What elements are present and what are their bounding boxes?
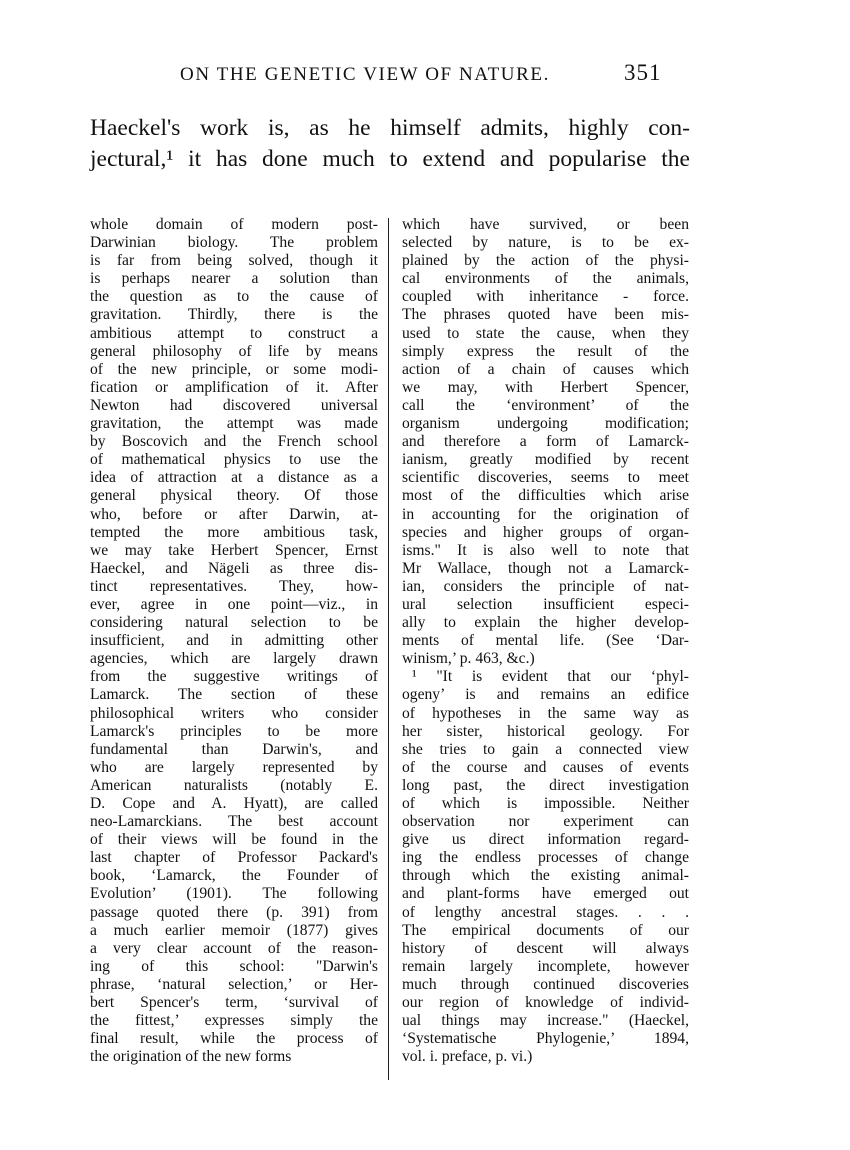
footnote-line: tinct representatives. They, how- — [90, 577, 378, 595]
footnote-line: Newton had discovered universal — [90, 396, 378, 414]
footnote-line: used to state the cause, when they — [402, 324, 689, 342]
footnote-line: bert Spencer's term, ‘survival of — [90, 994, 378, 1012]
footnote-line: considering natural selection to be — [90, 614, 378, 632]
footnote-line: ever, agree in one point—viz., in — [90, 595, 378, 613]
footnote-line: observation nor experiment can — [402, 813, 689, 831]
footnote-line: tempted the more ambitious task, — [90, 523, 378, 541]
footnote-line: Darwinian biology. The problem — [90, 234, 378, 252]
footnote-line: the fittest,’ expresses simply the — [90, 1012, 378, 1030]
footnote-line: ogeny’ is and remains an edifice — [402, 686, 689, 704]
footnote-line: ambitious attempt to construct a — [90, 324, 378, 342]
footnote-line: gravitation. Thirdly, there is the — [90, 306, 378, 324]
footnote-line: The empirical documents of our — [402, 921, 689, 939]
footnote-column-left — [90, 216, 378, 1066]
footnote-line: of their views will be found in the — [90, 831, 378, 849]
footnote-line: call the ‘environment’ of the — [402, 396, 689, 414]
footnote-line: in accounting for the origination of — [402, 505, 689, 523]
footnote-line: cal environments of the animals, — [402, 270, 689, 288]
body-paragraph — [90, 113, 690, 175]
footnote-line: of the new principle, or some modi- — [90, 360, 378, 378]
footnote-line: much through continued discoveries — [402, 975, 689, 993]
footnote-line: ing the endless processes of change — [402, 849, 689, 867]
footnote-line: ¹ "It is evident that our ‘phyl- — [412, 668, 689, 686]
footnote-line: and plant-forms have emerged out — [402, 885, 689, 903]
footnote-line: Evolution’ (1901). The following — [90, 885, 378, 903]
footnote-line: we may take Herbert Spencer, Ernst — [90, 541, 378, 559]
footnote-line: the question as to the cause of — [90, 288, 378, 306]
footnote-line: scientific discoveries, seems to meet — [402, 469, 689, 487]
footnote-line: vol. i. preface, p. vi.) — [402, 1048, 533, 1066]
footnote-line: simply express the result of the — [402, 342, 689, 360]
footnote-line: she tries to gain a connected view — [402, 740, 689, 758]
footnote-line: species and higher groups of organ- — [402, 523, 689, 541]
footnote-column-right — [402, 216, 689, 1066]
footnote-line: we may, with Herbert Spencer, — [402, 378, 689, 396]
footnote-line: philosophical writers who consider — [90, 704, 378, 722]
footnote-line: ments of mental life. (See ‘Dar- — [402, 632, 689, 650]
footnote-line: ing of this school: "Darwin's — [90, 957, 378, 975]
footnote-line: book, ‘Lamarck, the Founder of — [90, 867, 378, 885]
footnote-line: American naturalists (notably E. — [90, 776, 378, 794]
footnote-line: gravitation, the attempt was made — [90, 415, 378, 433]
footnote-line: plained by the action of the physi- — [402, 252, 689, 270]
page-header — [0, 60, 850, 90]
footnote-line: whole domain of modern post- — [90, 216, 378, 233]
footnote-line: organism undergoing modification; — [402, 415, 689, 433]
footnote-line: give us direct information regard- — [402, 831, 689, 849]
footnote-line: her sister, historical geology. For — [402, 722, 689, 740]
footnote-line: a very clear account of the reason- — [90, 939, 378, 957]
footnote-line: idea of attraction at a distance as a — [90, 469, 378, 487]
footnote-line: fication or amplification of it. After — [90, 378, 378, 396]
footnote-line: remain largely incomplete, however — [402, 957, 689, 975]
footnote-line: through which the existing animal- — [402, 867, 689, 885]
footnote-line: of mathematical physics to use the — [90, 451, 378, 469]
footnote-line: long past, the direct investigation — [402, 776, 689, 794]
footnote-line: of which is impossible. Neither — [402, 795, 689, 812]
column-divider — [388, 218, 389, 1080]
footnote-line: general philosophy of life by means — [90, 342, 378, 360]
footnote-line: is perhaps nearer a solution than — [90, 270, 378, 288]
footnote-line: action of a chain of causes which — [402, 360, 689, 378]
footnote-line: The phrases quoted have been mis- — [402, 306, 689, 324]
footnote-line: insufficient, and in admitting other — [90, 632, 378, 650]
footnote-line: phrase, ‘natural selection,’ or Her- — [90, 975, 378, 993]
footnote-line: coupled with inheritance - force. — [402, 288, 689, 306]
footnote-line: by Boscovich and the French school — [90, 433, 378, 451]
footnote-line: fundamental than Darwin's, and — [90, 740, 378, 758]
footnote-line: D. Cope and A. Hyatt), are called — [90, 795, 378, 812]
footnote-line: of the course and causes of events — [402, 758, 689, 776]
footnote-line: Mr Wallace, though not a Lamarck- — [402, 559, 689, 577]
footnote-line: isms." It is also well to note that — [402, 541, 689, 559]
footnote-line: from the suggestive writings of — [90, 668, 378, 686]
footnote-line: selected by nature, is to be ex- — [402, 234, 689, 252]
footnote-line: Haeckel, and Nägeli as three dis- — [90, 559, 378, 577]
footnote-line: the origination of the new forms — [90, 1048, 292, 1066]
footnote-line: of lengthy ancestral stages. . . . — [402, 903, 689, 921]
footnote-line: a much earlier memoir (1877) gives — [90, 921, 378, 939]
page-number: 351 — [624, 60, 662, 85]
footnote-line: most of the difficulties which arise — [402, 487, 689, 505]
body-line: Haeckel's work is, as he himself admits, highly con- — [90, 115, 690, 141]
footnote-line: and therefore a form of Lamarck- — [402, 433, 689, 451]
footnote-line: ianism, greatly modified by recent — [402, 451, 689, 469]
body-line: jectural,¹ it has done much to extend and popularise the — [90, 146, 690, 172]
footnote-line: who, before or after Darwin, at- — [90, 505, 378, 523]
footnote-line: final result, while the process of — [90, 1030, 378, 1048]
footnote-line: passage quoted there (p. 391) from — [90, 903, 378, 921]
footnote-line: ally to explain the higher develop- — [402, 614, 689, 632]
footnote-line: is far from being solved, though it — [90, 252, 378, 270]
footnote-line: which have survived, or been — [402, 216, 689, 233]
footnote-line: ural selection insufficient especi- — [402, 595, 689, 613]
footnote-line: agencies, which are largely drawn — [90, 650, 378, 668]
footnote-line: ian, considers the principle of nat- — [402, 577, 689, 595]
footnote-line: history of descent will always — [402, 939, 689, 957]
footnote-line: general physical theory. Of those — [90, 487, 378, 505]
footnote-line: Lamarck. The section of these — [90, 686, 378, 704]
footnote-line: neo-Lamarckians. The best account — [90, 813, 378, 831]
running-head: ON THE GENETIC VIEW OF NATURE. — [180, 64, 550, 85]
footnote-line: Lamarck's principles to be more — [90, 722, 378, 740]
footnote-line: winism,’ p. 463, &c.) — [402, 650, 535, 668]
footnote-line: ‘Systematische Phylogenie,’ 1894, — [402, 1030, 689, 1048]
footnote-line: our region of knowledge of individ- — [402, 994, 689, 1012]
footnote-line: who are largely represented by — [90, 758, 378, 776]
footnote-line: last chapter of Professor Packard's — [90, 849, 378, 867]
footnote-line: ual things may increase." (Haeckel, — [402, 1012, 689, 1030]
footnote-line: of hypotheses in the same way as — [402, 704, 689, 722]
